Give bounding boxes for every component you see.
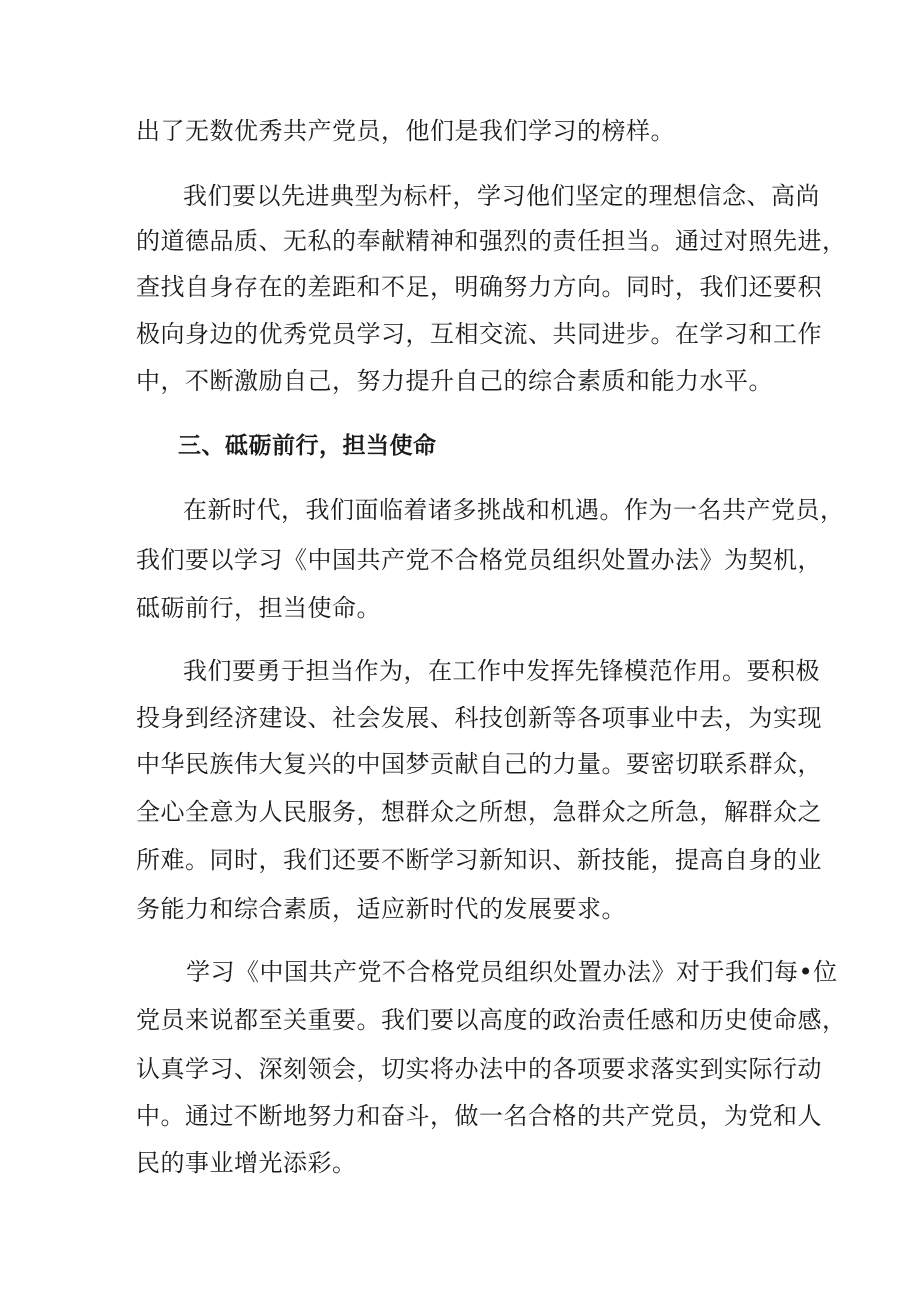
paragraph-line: 全心全意为人民服务，想群众之所想，急群众之所急，解群众之	[136, 798, 822, 826]
paragraph-line: 的道德品质、无私的奉献精神和强烈的责任担当。通过对照先进，	[136, 227, 847, 255]
paragraph-line: 中。通过不断地努力和奋斗，做一名合格的共产党员，为党和人	[136, 1102, 822, 1130]
paragraph-line: 中华民族伟大复兴的中国梦贡献自己的力量。要密切联系群众，	[136, 750, 822, 778]
paragraph-line: 查找自身存在的差距和不足，明确努力方向。同时，我们还要积	[136, 273, 822, 301]
paragraph-line: 投身到经济建设、社会发展、科技创新等各项事业中去，为实现	[136, 704, 822, 732]
paragraph-line: 砥砺前行，担当使命。	[136, 594, 381, 622]
paragraph-line: 极向身边的优秀党员学习，互相交流、共同进步。在学习和工作	[136, 320, 822, 348]
paragraph-line: 学习《中国共产党不合格党员组织处置办法》对于我们每•位	[186, 958, 838, 986]
paragraph-line: 党员来说都至关重要。我们要以高度的政治责任感和历史使命感，	[136, 1006, 847, 1034]
paragraph-line: 我们要勇于担当作为，在工作中发挥先锋模范作用。要积极	[183, 657, 820, 685]
paragraph-line: 我们要以先进典型为标杆，学习他们坚定的理想信念、高尚	[183, 182, 820, 210]
paragraph-line: 所难。同时，我们还要不断学习新知识、新技能，提高自身的业	[136, 846, 822, 874]
paragraph-line: 中，不断激励自己，努力提升自己的综合素质和能力水平。	[136, 367, 773, 395]
paragraph-line: 民的事业增光添彩。	[136, 1149, 357, 1177]
section-heading: 三、砥砺前行，担当使命	[178, 433, 437, 459]
paragraph-line: 认真学习、深刻领会，切实将办法中的各项要求落实到实际行动	[136, 1055, 822, 1083]
paragraph-line: 我们要以学习《中国共产党不合格党员组织处置办法》为契机，	[136, 546, 822, 574]
paragraph-line: 在新时代，我们面临着诸多挑战和机遇。作为一名共产党员，	[183, 496, 845, 524]
paragraph-line: 出了无数优秀共产党员，他们是我们学习的榜样。	[136, 117, 675, 145]
paragraph-line: 务能力和综合素质，适应新时代的发展要求。	[136, 895, 626, 923]
